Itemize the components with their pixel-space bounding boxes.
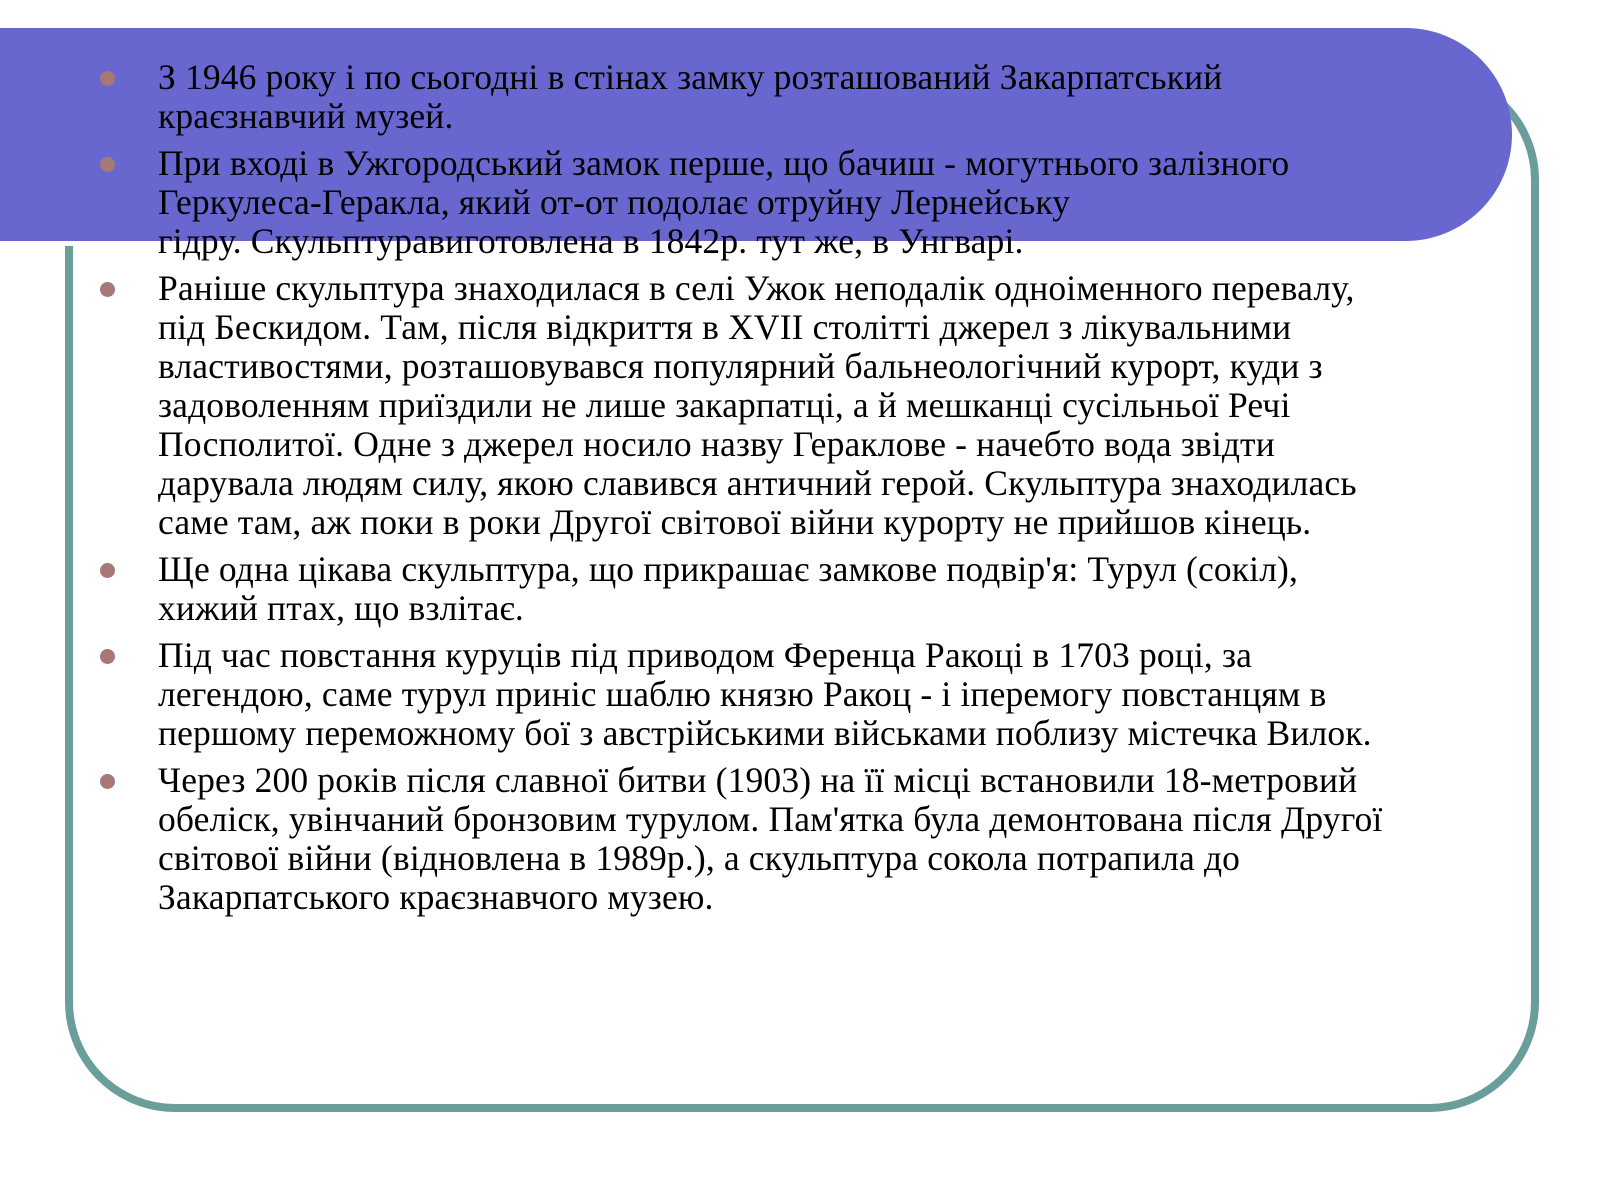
list-item-line: першому переможному бої з австрійськими військами поблизу містечка Вилок. [158,713,1372,753]
list-item-line: світової війни (відновлена в 1989р.), а скульптура сокола потрапила до [158,838,1241,878]
bullet-icon [100,282,115,297]
bullet-icon [100,563,115,578]
list-item-line: саме там, аж поки в роки Другої світової війни курорту не прийшов кінець. [158,502,1312,542]
list-item-line: Геркулеса-Геракла, який от-от подолає отруйну Лернейську [158,182,1071,222]
list-item-line: Закарпатського краєзнавчого музею. [158,877,714,917]
list-item-line: задоволенням приїздили не лише закарпатці, а й мешканці сусільньої Речі [158,385,1291,425]
list-item [96,550,1556,628]
bullet-list [96,58,1556,925]
list-item-line: Ще одна цікава скульптура, що прикрашає замкове подвір'я: Турул (сокіл), [158,549,1299,589]
list-item-line: Посполитої. Одне з джерел носило назву Гераклове - начебто вода звідти [158,424,1275,464]
list-item-line: При вході в Ужгородський замок перше, що бачиш - могутнього залізного [158,143,1290,183]
list-item [96,636,1556,753]
list-item-line: дарувала людям силу, якою славився античний герой. Скульптура знаходилась [158,463,1357,503]
list-item [96,761,1556,917]
list-item-line: краєзнавчий музей. [158,96,454,136]
list-item [96,58,1556,136]
list-item-line: Раніше скульптура знаходилася в селі Ужок неподалік одноіменного перевалу, [158,268,1355,308]
list-item-line: Під час повстання куруців під приводом Ференца Ракоці в 1703 році, за [158,635,1253,675]
bullet-icon [100,71,115,86]
bullet-icon [100,774,115,789]
list-item [96,269,1556,542]
list-item-line: під Бескидом. Там, після відкриття в XVII столітті джерел з лікувальними [158,307,1292,347]
bullet-icon [100,649,115,664]
list-item-line: обеліск, увінчаний бронзовим турулом. Пам'ятка була демонтована після Другої [158,799,1383,839]
list-item-line: хижий птах, що взлітає. [158,588,524,628]
bullet-icon [100,157,115,172]
list-item-line: гідру. Скульптуравиготовлена в 1842р. тут же, в Унгварі. [158,221,1024,261]
list-item-line: властивостями, розташовувався популярний бальнеологічний курорт, куди з [158,346,1323,386]
list-item-line: легендою, саме турул приніс шаблю князю Ракоц - і іперемогу повстанцям в [158,674,1327,714]
list-item-line: З 1946 року і по сьогодні в стінах замку розташований Закарпатський [158,57,1223,97]
list-item-line: Через 200 років після славної битви (1903) на її місці встановили 18-метровий [158,760,1358,800]
list-item [96,144,1556,261]
